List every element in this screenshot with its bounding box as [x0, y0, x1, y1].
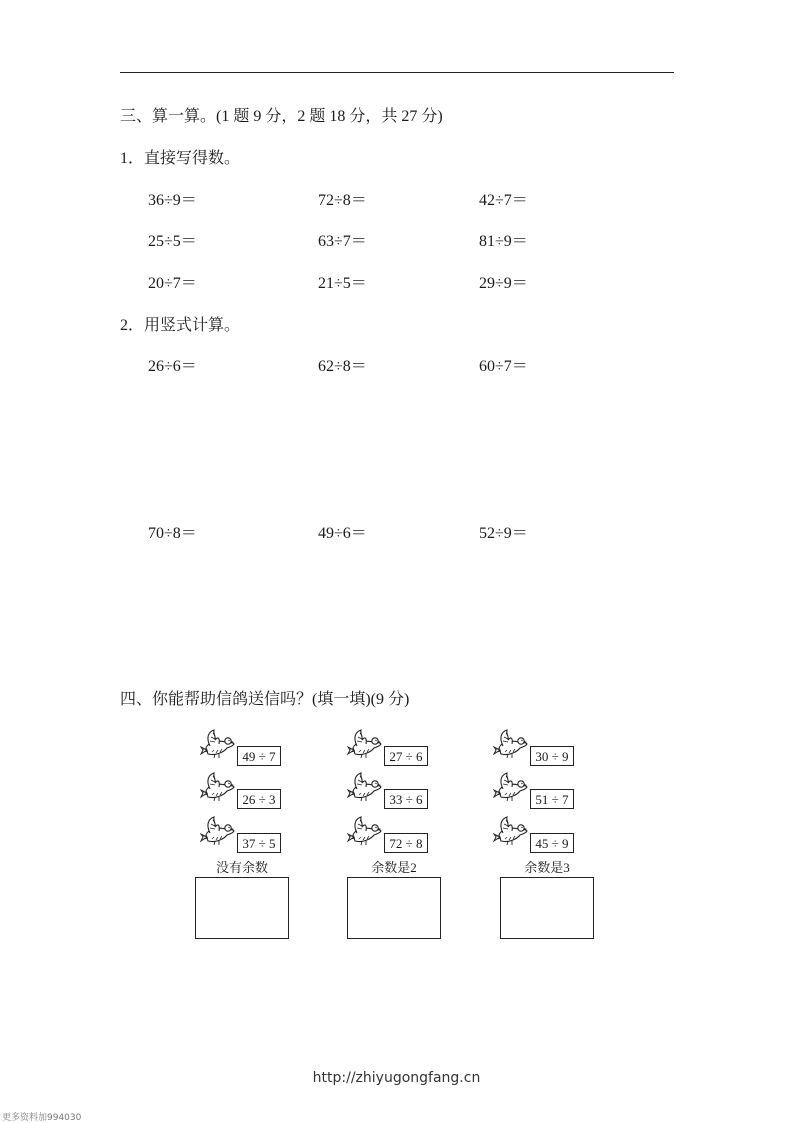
pigeon-icon [493, 815, 529, 849]
q1-expr: 63÷7＝ [318, 233, 367, 250]
q2-expr: 26÷6＝ [148, 358, 197, 375]
letter-card: 72 ÷ 8 [384, 833, 428, 853]
section4-title: 四、你能帮助信鸽送信吗？(填一填)(9 分) [120, 691, 410, 708]
q1-expr: 29÷9＝ [479, 275, 528, 292]
answer-box[interactable] [500, 877, 594, 939]
letter-card: 33 ÷ 6 [384, 789, 428, 809]
q1-expr: 42÷7＝ [479, 192, 528, 209]
pigeon-icon [493, 728, 529, 762]
q2-expr: 49÷6＝ [318, 525, 367, 542]
q1-expr: 72÷8＝ [318, 192, 367, 209]
group-caption: 余数是3 [524, 860, 570, 875]
q2-expr: 52÷9＝ [479, 525, 528, 542]
group-caption: 没有余数 [215, 860, 268, 875]
q2-expr: 70÷8＝ [148, 525, 197, 542]
q2-expr: 62÷8＝ [318, 358, 367, 375]
answer-box[interactable] [347, 877, 441, 939]
pigeon-icon [347, 771, 383, 805]
q1-expr: 36÷9＝ [148, 192, 197, 209]
letter-card: 26 ÷ 3 [237, 789, 281, 809]
pigeon-icon [200, 815, 236, 849]
q2-label: 2．用竖式计算。 [120, 317, 241, 334]
footer-url[interactable]: http://zhiyugongfang.cn [312, 1070, 481, 1086]
header-rule [120, 72, 674, 73]
q1-expr: 21÷5＝ [318, 275, 367, 292]
q1-expr: 25÷5＝ [148, 233, 197, 250]
group-caption: 余数是2 [371, 860, 417, 875]
pigeon-icon [200, 771, 236, 805]
letter-card: 37 ÷ 5 [237, 833, 281, 853]
pigeon-icon [493, 771, 529, 805]
corner-note: 更多资料加994030 [2, 1113, 82, 1123]
q1-expr: 20÷7＝ [148, 275, 197, 292]
q1-label: 1．直接写得数。 [120, 150, 241, 167]
q1-expr: 81÷9＝ [479, 233, 528, 250]
letter-card: 45 ÷ 9 [530, 833, 574, 853]
letter-card: 49 ÷ 7 [237, 746, 281, 766]
letter-card: 27 ÷ 6 [384, 746, 428, 766]
pigeon-icon [347, 728, 383, 762]
section3-title: 三、算一算。(1 题 9 分，2 题 18 分，共 27 分) [120, 108, 443, 125]
letter-card: 30 ÷ 9 [530, 746, 574, 766]
pigeon-icon [347, 815, 383, 849]
letter-card: 51 ÷ 7 [530, 789, 574, 809]
answer-box[interactable] [195, 877, 289, 939]
q2-expr: 60÷7＝ [479, 358, 528, 375]
pigeon-icon [200, 728, 236, 762]
